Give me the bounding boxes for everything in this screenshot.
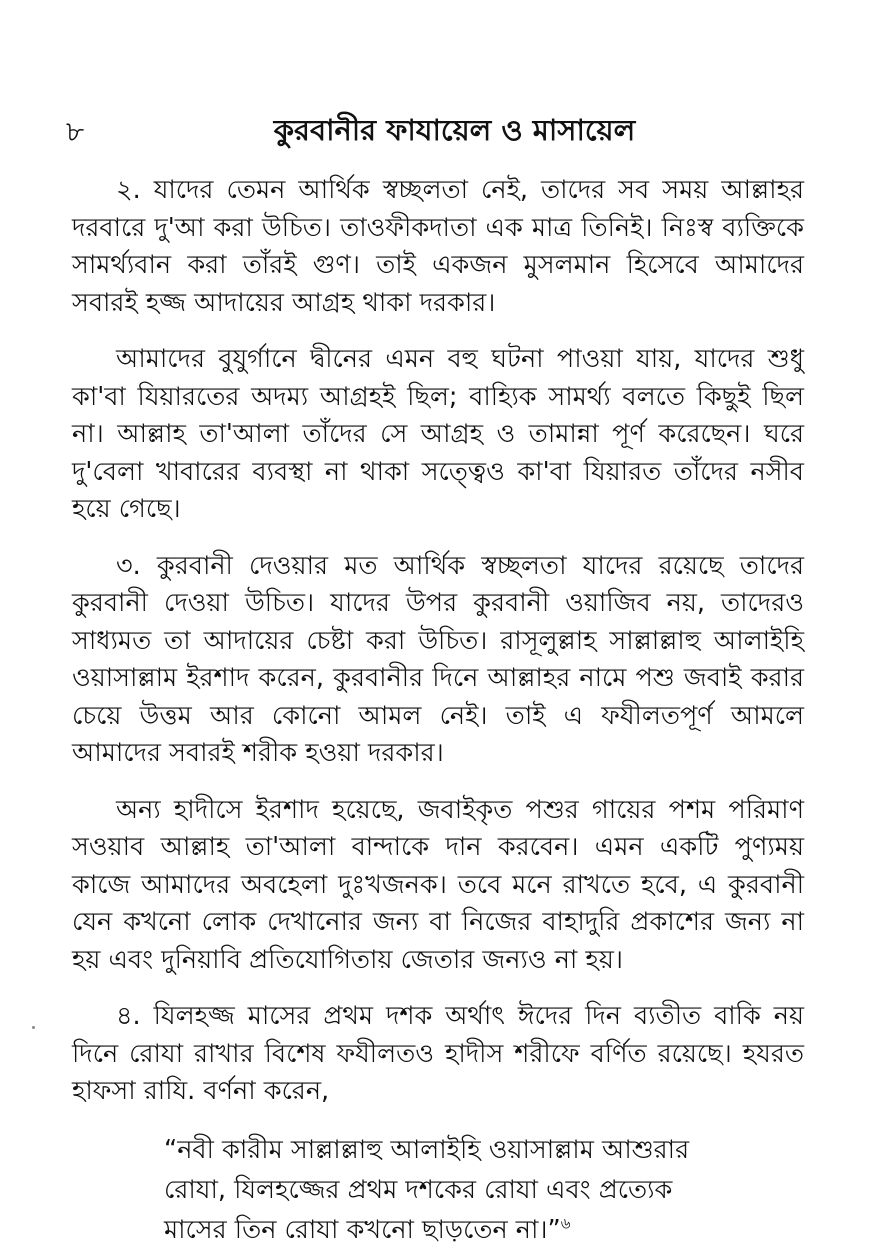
paragraph-buzurgan: আমাদের বুযুর্গানে দ্বীনের এমন বহু ঘটনা পাওয়া যায়, যাদের শুধু কা'বা যিয়ারতের অদম্য আগ্রহই ছিল; বাহ্যিক সামর্থ্য বলতে কিছুই ছিল না। আল্লাহ তা'আলা তাঁদের সে আগ্রহ ও তামান্না পূর্ণ করেছেন। ঘরে দু'বেলা খাবারের ব্যবস্থা না থাকা সত্ত্বেও কা'বা যিয়ারত তাঁদের নসীব হয়ে গেছে। bbox=[72, 344, 804, 524]
paragraph-point-4: ৪. যিলহজ্জ মাসের প্রথম দশক অর্থাৎ ঈদের দিন ব্যতীত বাকি নয় দিনে রোযা রাখার বিশেষ ফযীলতও হাদীস শরীফে বর্ণিত রয়েছে। হযরত হাফসা রাযি. বর্ণনা করেন, bbox=[72, 1001, 804, 1106]
page-number: ৮ bbox=[66, 115, 85, 148]
hadith-quote bbox=[164, 1130, 724, 1250]
running-header-title: কুরবানীর ফাযায়েল ও মাসায়েল bbox=[273, 113, 636, 147]
quote-line-3 bbox=[164, 1210, 724, 1250]
footnote-marker: ৬ bbox=[560, 1214, 571, 1232]
body-text bbox=[72, 172, 804, 1250]
quote-line-1: “নবী কারীম সাল্লাল্লাহু আলাইহি ওয়াসাল্লাম আশুরার bbox=[164, 1134, 690, 1165]
quote-line-2: রোযা, যিলহজ্জের প্রথম দশকের রোযা এবং প্রত্যেক bbox=[164, 1174, 673, 1205]
paragraph-hadith-reward: অন্য হাদীসে ইরশাদ হয়েছে, জবাইকৃত পশুর গায়ের পশম পরিমাণ সওয়াব আল্লাহ তা'আলা বান্দাকে দান করবেন। এমন একটি পুণ্যময় কাজে আমাদের অবহেলা দুঃখজনক। তবে মনে রাখতে হবে, এ কুরবানী যেন কখনো লোক দেখানোর জন্য বা নিজের বাহাদুরি প্রকাশের জন্য না হয় এবং দুনিয়াবি প্রতিযোগিতায় জেতার জন্যও না হয়। bbox=[72, 794, 804, 975]
quote-line-3-text: মাসের তিন রোযা কখনো ছাড়তেন না।” bbox=[164, 1214, 561, 1245]
paragraph-point-2: ২. যাদের তেমন আর্থিক স্বচ্ছলতা নেই, তাদের সব সময় আল্লাহর দরবারে দু'আ করা উচিত। তাওফীকদাতা এক মাত্র তিনিই। নিঃস্ব ব্যক্তিকে সামর্থ্যবান করা তাঁরই গুণ। তাই একজন মুসলমান হিসেবে আমাদের সবারই হজ্জ আদায়ের আগ্রহ থাকা দরকার। bbox=[72, 175, 804, 318]
scan-speck-mark bbox=[32, 1026, 35, 1029]
paragraph-point-3: ৩. কুরবানী দেওয়ার মত আর্থিক স্বচ্ছলতা যাদের রয়েছে তাদের কুরবানী দেওয়া উচিত। যাদের উপর কুরবানী ওয়াজিব নয়, তাদেরও সাধ্যমত তা আদায়ের চেষ্টা করা উচিত। রাসূলুল্লাহ সাল্লাল্লাহু আলাইহি ওয়াসাল্লাম ইরশাদ করেন, কুরবানীর দিনে আল্লাহর নামে পশু জবাই করার চেয়ে উত্তম আর কোনো আমল নেই। তাই এ ফযীলতপূর্ণ আমলে আমাদের সবারই শরীক হওয়া দরকার। bbox=[72, 550, 804, 768]
